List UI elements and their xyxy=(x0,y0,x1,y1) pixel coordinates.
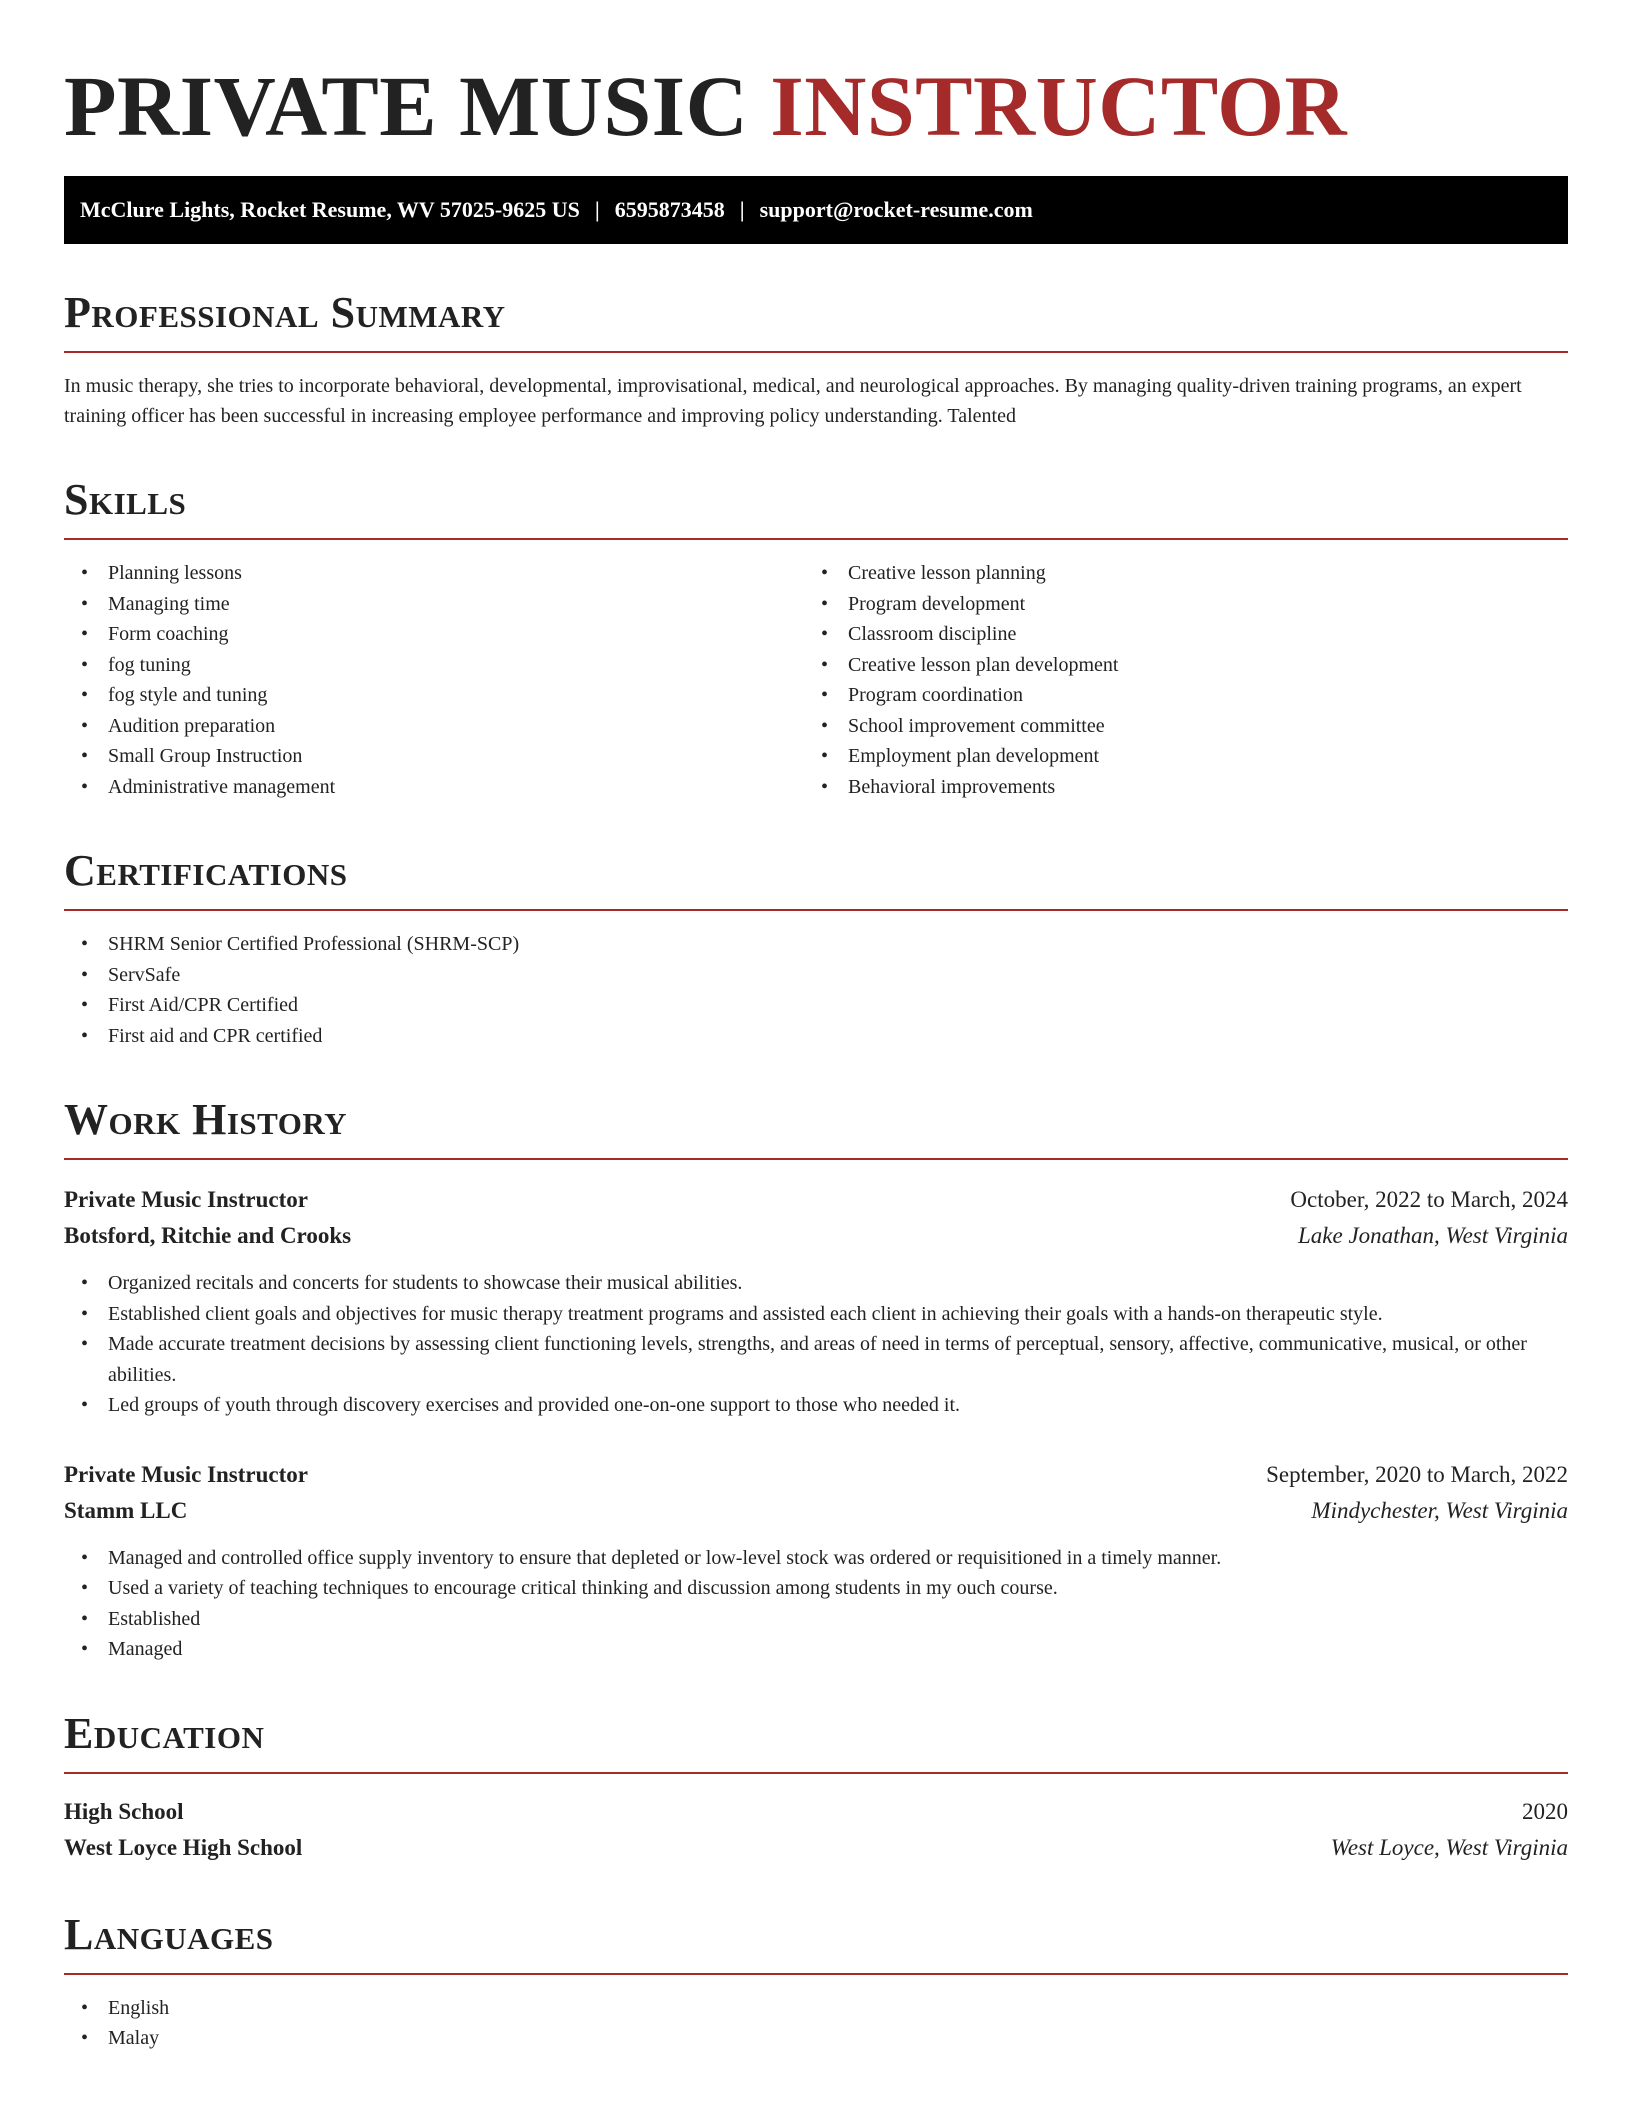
job-duty: • Led groups of youth through discovery exercises and provided one-on-one support to those who needed it. xyxy=(64,1390,1568,1421)
skill-item: • School improvement committee xyxy=(804,711,1544,742)
job-duties-list xyxy=(64,1543,1568,1665)
section-divider xyxy=(64,1973,1568,1975)
job-duties-list xyxy=(64,1268,1568,1421)
language-item: • English xyxy=(64,1993,1568,2024)
skill-item: • fog tuning xyxy=(64,650,804,681)
certification-item: • ServSafe xyxy=(64,960,1568,991)
education-degree: High School xyxy=(64,1798,184,1824)
job-title: Private Music Instructor xyxy=(64,1461,308,1487)
job-title: Private Music Instructor xyxy=(64,1187,308,1212)
summary-text: In music therapy, she tries to incorporate behavioral, developmental, improvisational, medical, and neurological approaches. By managing quality-driven training programs, an expert training officer has been successful in increasing employee performance and improving policy understanding. Talented xyxy=(64,375,1522,427)
section-heading: Work History xyxy=(64,1095,348,1144)
education-entry xyxy=(64,1794,1568,1866)
job-duty: • Made accurate treatment decisions by assessing client functioning levels, strengths, and areas of need in terms of perceptual, sensory, affective, communicative, musical, or other abilities. xyxy=(64,1329,1568,1390)
contact-email: support@rocket-resume.com xyxy=(759,197,1033,222)
job-duty: • Used a variety of teaching techniques to encourage critical thinking and discussion among students in my ouch course. xyxy=(64,1573,1568,1604)
job-dates: October, 2022 to March, 2024 xyxy=(1290,1187,1568,1212)
section-heading: Education xyxy=(64,1708,265,1758)
title-part-1: PRIVATE MUSIC xyxy=(64,58,749,154)
job-entry xyxy=(64,1182,1568,1421)
skill-item: • Managing time xyxy=(64,589,804,620)
job-duty: • Established client goals and objectives for music therapy treatment programs and assisted each client in achieving their goals with a hands-on therapeutic style. xyxy=(64,1299,1568,1330)
certification-item: • First Aid/CPR Certified xyxy=(64,990,1568,1021)
skill-item: • fog style and tuning xyxy=(64,680,804,711)
job-entry xyxy=(64,1457,1568,1665)
section-heading: Languages xyxy=(64,1909,274,1959)
contact-separator: | xyxy=(739,197,745,222)
certification-item: • SHRM Senior Certified Professional (SHRM-SCP) xyxy=(64,929,1568,960)
job-header-row xyxy=(64,1182,1568,1218)
education-year: 2020 xyxy=(1522,1798,1568,1824)
section-divider xyxy=(64,909,1568,911)
job-dates: September, 2020 to March, 2022 xyxy=(1266,1461,1568,1487)
skill-item: • Administrative management xyxy=(64,772,804,803)
contact-bar xyxy=(64,176,1568,244)
section-divider xyxy=(64,351,1568,353)
job-duty: • Organized recitals and concerts for students to showcase their musical abilities. xyxy=(64,1268,1568,1299)
languages-section xyxy=(64,1910,1568,2054)
certification-item: • First aid and CPR certified xyxy=(64,1021,1568,1052)
job-company: Stamm LLC xyxy=(64,1497,188,1523)
job-company: Botsford, Ritchie and Crooks xyxy=(64,1223,352,1248)
languages-list xyxy=(64,1993,1568,2054)
skill-item: • Classroom discipline xyxy=(804,619,1544,650)
skill-item: • Planning lessons xyxy=(64,558,804,589)
section-heading: Skills xyxy=(64,475,187,524)
job-header-row xyxy=(64,1457,1568,1493)
skill-item: • Program coordination xyxy=(804,680,1544,711)
skill-item: • Program development xyxy=(804,589,1544,620)
job-duty: • Managed and controlled office supply inventory to ensure that depleted or low-level stock was ordered or requisitioned in a timely manner. xyxy=(64,1543,1568,1574)
skills-column-right xyxy=(804,558,1544,802)
job-duty: • Established xyxy=(64,1604,1568,1635)
education-section xyxy=(64,1709,1568,1866)
section-heading: Certifications xyxy=(64,846,348,895)
skill-item: • Employment plan development xyxy=(804,741,1544,772)
section-divider xyxy=(64,1158,1568,1160)
skill-item: • Creative lesson plan development xyxy=(804,650,1544,681)
skill-item: • Behavioral improvements xyxy=(804,772,1544,803)
section-heading: Professional Summary xyxy=(64,288,506,337)
job-location: Lake Jonathan, West Virginia xyxy=(1297,1223,1568,1248)
skills-column-left xyxy=(64,558,804,802)
job-duty: • Managed xyxy=(64,1634,1568,1665)
skill-item: • Small Group Instruction xyxy=(64,741,804,772)
job-location: Mindychester, West Virginia xyxy=(1311,1497,1568,1523)
skill-item: • Audition preparation xyxy=(64,711,804,742)
contact-address: McClure Lights, Rocket Resume, WV 57025-9625 US xyxy=(80,197,580,222)
work-history-section xyxy=(64,1095,1568,1665)
contact-separator: | xyxy=(594,197,600,222)
education-header-row xyxy=(64,1794,1568,1830)
summary-section xyxy=(64,288,1568,431)
certifications-list xyxy=(64,929,1568,1051)
section-divider xyxy=(64,538,1568,540)
certifications-section xyxy=(64,846,1568,1051)
skill-item: • Form coaching xyxy=(64,619,804,650)
section-divider xyxy=(64,1772,1568,1774)
resume-title xyxy=(64,56,1568,156)
contact-phone: 6595873458 xyxy=(614,197,725,222)
title-part-2: INSTRUCTOR xyxy=(770,58,1348,154)
education-location: West Loyce, West Virginia xyxy=(1330,1834,1568,1860)
skills-grid xyxy=(64,558,1568,802)
skills-section xyxy=(64,475,1568,802)
job-company-row xyxy=(64,1218,1568,1254)
language-item: • Malay xyxy=(64,2023,1568,2054)
education-school: West Loyce High School xyxy=(64,1834,303,1860)
skill-item: • Creative lesson planning xyxy=(804,558,1544,589)
education-school-row xyxy=(64,1830,1568,1866)
job-company-row xyxy=(64,1493,1568,1529)
